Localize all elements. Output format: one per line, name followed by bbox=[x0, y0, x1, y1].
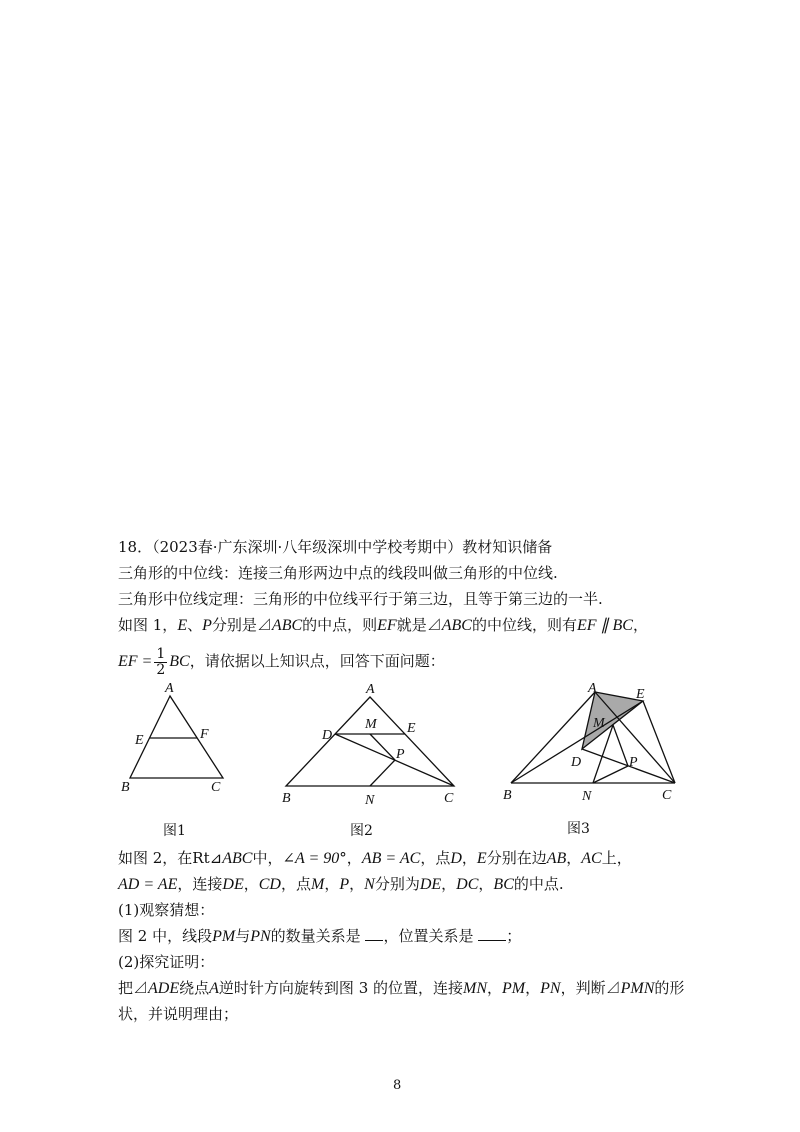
condition-line-2: AD = AE，连接DE，CD，点M，P，N分别为DE，DC，BC的中点. bbox=[118, 875, 564, 893]
fig2-label-a: A bbox=[366, 682, 375, 697]
page-number: 8 bbox=[393, 1078, 402, 1093]
fraction-line: EF = $\frac{1}{2}$ BC，请依据以上知识点，回答下面问题： bbox=[118, 645, 445, 678]
fig2-label-d: D bbox=[322, 728, 333, 743]
fraction-one-half: $\frac{1}{2}$ bbox=[156, 645, 166, 678]
fig1-label-e: E bbox=[135, 733, 144, 748]
fig3-caption: 图3 bbox=[567, 821, 590, 837]
fig2-segment-mp bbox=[370, 734, 395, 760]
fig3-label-a: A bbox=[588, 681, 597, 696]
fig3-label-n: N bbox=[582, 789, 592, 804]
question-1-heading: (1)观察猜想： bbox=[118, 901, 215, 919]
fig1-label-c: C bbox=[211, 780, 221, 795]
fig3-segment-be bbox=[511, 701, 643, 783]
fig3-segment-mp bbox=[613, 725, 628, 766]
question-1-text: 图 2 中，线段PM与PN的数量关系是 ，位置关系是 ； bbox=[118, 927, 522, 945]
answer-blank-quantity[interactable] bbox=[365, 926, 383, 941]
problem-number: 18． bbox=[118, 538, 153, 556]
answer-blank-position[interactable] bbox=[478, 926, 506, 941]
example-line: 如图 1，E、P分别是⊿ABC的中点，则EF就是⊿ABC的中位线，则有EF ∥ BC， bbox=[118, 616, 648, 634]
fig1-triangle bbox=[130, 696, 223, 778]
theorem-text: 三角形中位线定理：三角形的中位线平行于第三边，且等于第三边的一半. bbox=[118, 590, 603, 608]
fig3-label-c: C bbox=[662, 788, 672, 803]
fig2-label-c: C bbox=[444, 791, 454, 806]
fig3-segment-ec bbox=[643, 701, 675, 783]
fig3-label-m: M bbox=[593, 716, 605, 731]
question-2-text-cont: 状，并说明理由； bbox=[118, 1005, 239, 1023]
fig1-caption: 图1 bbox=[163, 823, 186, 839]
fig3-label-e: E bbox=[636, 687, 645, 702]
fig3-label-p: P bbox=[629, 755, 638, 770]
fig2-caption: 图2 bbox=[350, 823, 373, 839]
fig2-label-b: B bbox=[282, 791, 291, 806]
fig1-label-a: A bbox=[165, 681, 174, 696]
fig2-label-m: M bbox=[365, 717, 377, 732]
condition-line-1: 如图 2，在Rt⊿ABC中，∠A = 90°，AB = AC，点D，E分别在边AB，AC上， bbox=[118, 849, 632, 867]
figure-3 bbox=[497, 676, 687, 806]
fig2-label-e: E bbox=[407, 721, 416, 736]
figure-2 bbox=[275, 680, 475, 810]
fig2-label-p: P bbox=[396, 747, 405, 762]
figure-1 bbox=[110, 680, 250, 800]
problem-source: （2023春·广东深圳·八年级深圳中学校考期中）教材知识储备 bbox=[152, 538, 553, 556]
fig3-label-b: B bbox=[503, 788, 512, 803]
fig3-segment-ba bbox=[511, 692, 595, 783]
fig2-label-n: N bbox=[365, 793, 375, 808]
fig1-label-f: F bbox=[200, 727, 209, 742]
question-2-heading: (2)探究证明： bbox=[118, 953, 215, 971]
question-2-text: 把⊿ADE绕点A逆时针方向旋转到图 3 的位置，连接MN，PM，PN，判断⊿PMN的形 bbox=[118, 979, 685, 997]
fig3-label-d: D bbox=[571, 755, 582, 770]
definition-text: 三角形的中位线：连接三角形两边中点的线段叫做三角形的中位线. bbox=[118, 564, 558, 582]
problem-header bbox=[118, 537, 552, 557]
fig2-triangle bbox=[286, 697, 454, 786]
fig1-label-b: B bbox=[121, 780, 130, 795]
fig2-segment-np bbox=[370, 760, 395, 786]
